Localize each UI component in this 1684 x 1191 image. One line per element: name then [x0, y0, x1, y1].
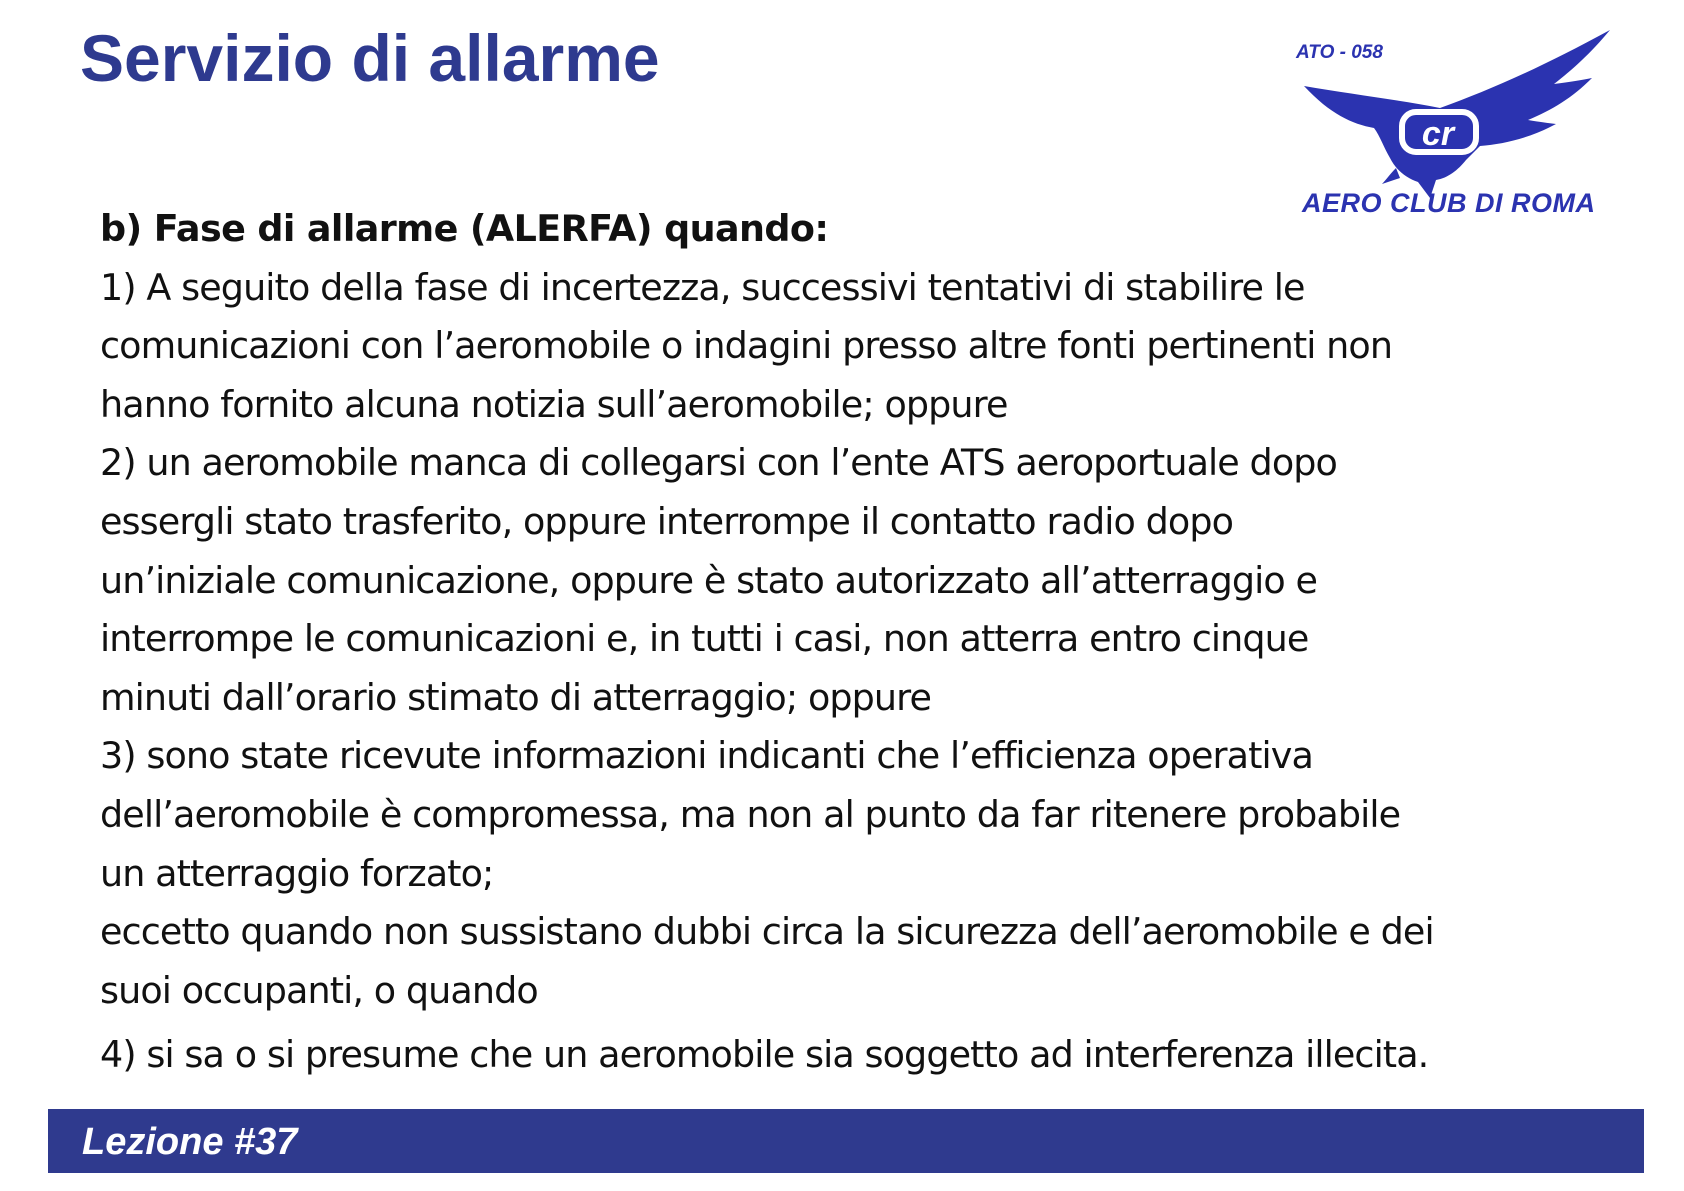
- section-heading: b) Fase di allarme (ALERFA) quando:: [100, 207, 829, 250]
- body-line: interrompe le comunicazioni e, in tutti i casi, non atterra entro cinque: [100, 617, 1309, 661]
- body-line: comunicazioni con l’aeromobile o indagini presso altre fonti pertinenti non: [100, 324, 1393, 368]
- body-line: eccetto quando non sussistano dubbi circa la sicurezza dell’aeromobile e dei: [100, 910, 1434, 954]
- body-line: suoi occupanti, o quando: [100, 968, 538, 1012]
- footer-bar: [48, 1109, 1644, 1173]
- slide-title: Servizio di allarme: [80, 21, 660, 95]
- logo-ato-text: ATO - 058: [1296, 42, 1383, 63]
- logo-club-name: AERO CLUB DI ROMA: [1302, 188, 1596, 218]
- body-line: 3) sono state ricevute informazioni indicanti che l’efficienza operativa: [100, 734, 1313, 778]
- body-line: un’iniziale comunicazione, oppure è stato autorizzato all’atterraggio e: [100, 558, 1318, 602]
- body-line: 4) si sa o si presume che un aeromobile sia soggetto ad interferenza illecita.: [100, 1033, 1429, 1077]
- body-line: 2) un aeromobile manca di collegarsi con l’ente ATS aeroportuale dopo: [100, 441, 1337, 485]
- body-line: dell’aeromobile è compromessa, ma non al punto da far ritenere probabile: [100, 792, 1401, 836]
- lesson-label: Lezione #37: [82, 1121, 298, 1163]
- aero-club-logo: [1290, 28, 1630, 228]
- body-line: un atterraggio forzato;: [100, 851, 494, 895]
- svg-text:cr: cr: [1421, 115, 1455, 153]
- body-line: minuti dall’orario stimato di atterraggio; oppure: [100, 675, 932, 719]
- body-line: 1) A seguito della fase di incertezza, successivi tentativi di stabilire le: [100, 265, 1305, 309]
- body-line: essergli stato trasferito, oppure interrompe il contatto radio dopo: [100, 499, 1234, 543]
- body-line: hanno fornito alcuna notizia sull’aeromobile; oppure: [100, 382, 1008, 426]
- slide-body: [100, 200, 1660, 1085]
